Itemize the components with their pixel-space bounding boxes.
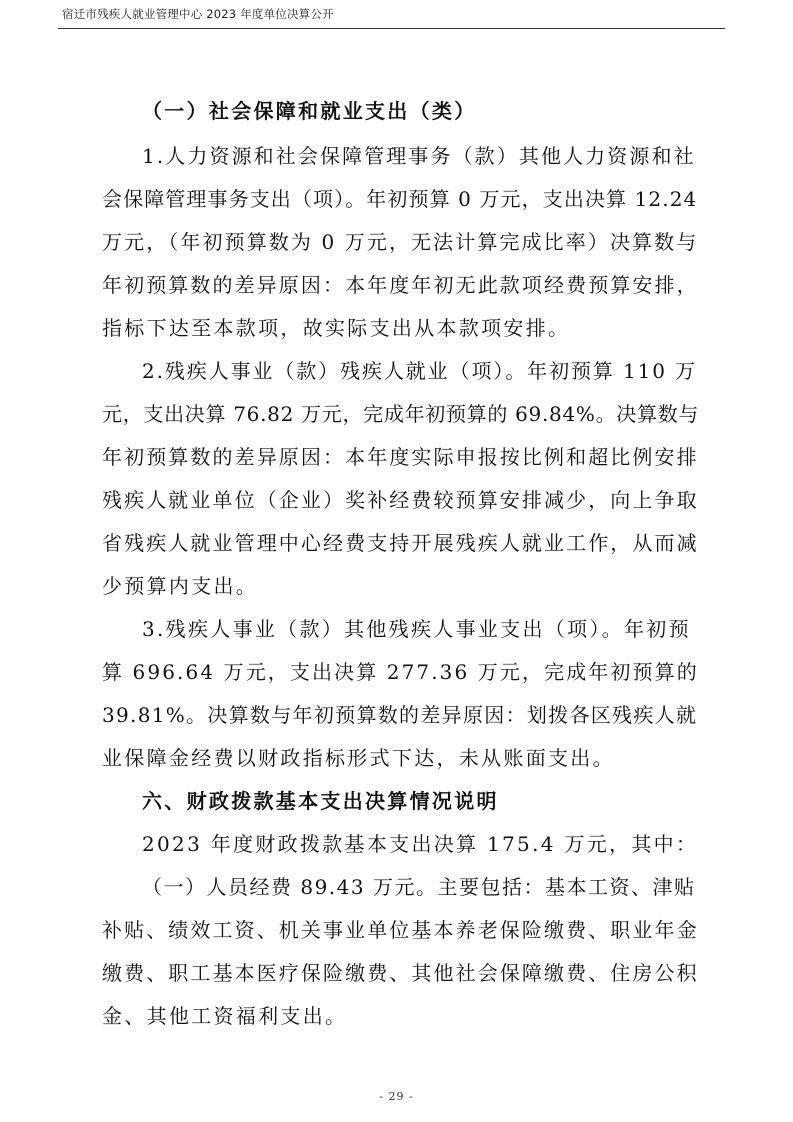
paragraph-line: 元，支出决算 76.82 万元，完成年初预算的 69.84%。决算数与: [102, 402, 700, 426]
paragraph-line: 残疾人就业单位（企业）奖补经费较预算安排减少，向上争取: [102, 488, 699, 512]
document-header: 宿迁市残疾人就业管理中心 2023 年度单位决算公开: [62, 7, 334, 21]
paragraph-line: 省残疾人就业管理中心经费支持开展残疾人就业工作，从而减: [102, 531, 699, 555]
paragraph-line: 1.人力资源和社会保障管理事务（款）其他人力资源和社: [142, 144, 696, 168]
paragraph-line: 少预算内支出。: [102, 574, 259, 598]
paragraph-line: 3.残疾人事业（款）其他残疾人事业支出（项）。年初预: [142, 617, 691, 641]
paragraph-line: 补贴、绩效工资、机关事业单位基本养老保险缴费、职业年金: [102, 918, 699, 942]
paragraph-line: 年初预算数的差异原因：本年度年初无此款项经费预算安排，: [102, 273, 699, 297]
paragraph-line: 缴费、职工基本医疗保险缴费、其他社会保障缴费、住房公积: [102, 961, 699, 985]
header-divider: [58, 28, 725, 29]
paragraph-line: 业保障金经费以财政指标形式下达，未从账面支出。: [102, 746, 615, 770]
paragraph-line: 2023 年度财政拨款基本支出决算 175.4 万元，其中：: [142, 832, 699, 856]
paragraph-line: 算 696.64 万元，支出决算 277.36 万元，完成年初预算的: [102, 660, 699, 684]
paragraph-line: 2.残疾人事业（款）残疾人就业（项）。年初预算 110 万: [142, 359, 698, 383]
paragraph-line: 指标下达至本款项，故实际支出从本款项安排。: [102, 316, 571, 340]
paragraph-line: 会保障管理事务支出（项）。年初预算 0 万元，支出决算 12.24: [102, 187, 698, 211]
paragraph-line: 万元，（年初预算数为 0 万元，无法计算完成比率）决算数与: [102, 230, 699, 254]
paragraph-line: 39.81%。决算数与年初预算数的差异原因：划拨各区残疾人就: [102, 703, 698, 727]
page-number: - 29 -: [379, 1090, 414, 1103]
section-heading-basic-expenditure: 六、财政拨款基本支出决算情况说明: [142, 789, 499, 813]
paragraph-line: 年初预算数的差异原因：本年度实际申报按比例和超比例安排: [102, 445, 699, 469]
section-heading-social-security: （一）社会保障和就业支出（类）: [142, 99, 477, 123]
paragraph-line: （一）人员经费 89.43 万元。主要包括：基本工资、津贴: [142, 875, 696, 899]
paragraph-line: 金、其他工资福利支出。: [102, 1004, 348, 1028]
